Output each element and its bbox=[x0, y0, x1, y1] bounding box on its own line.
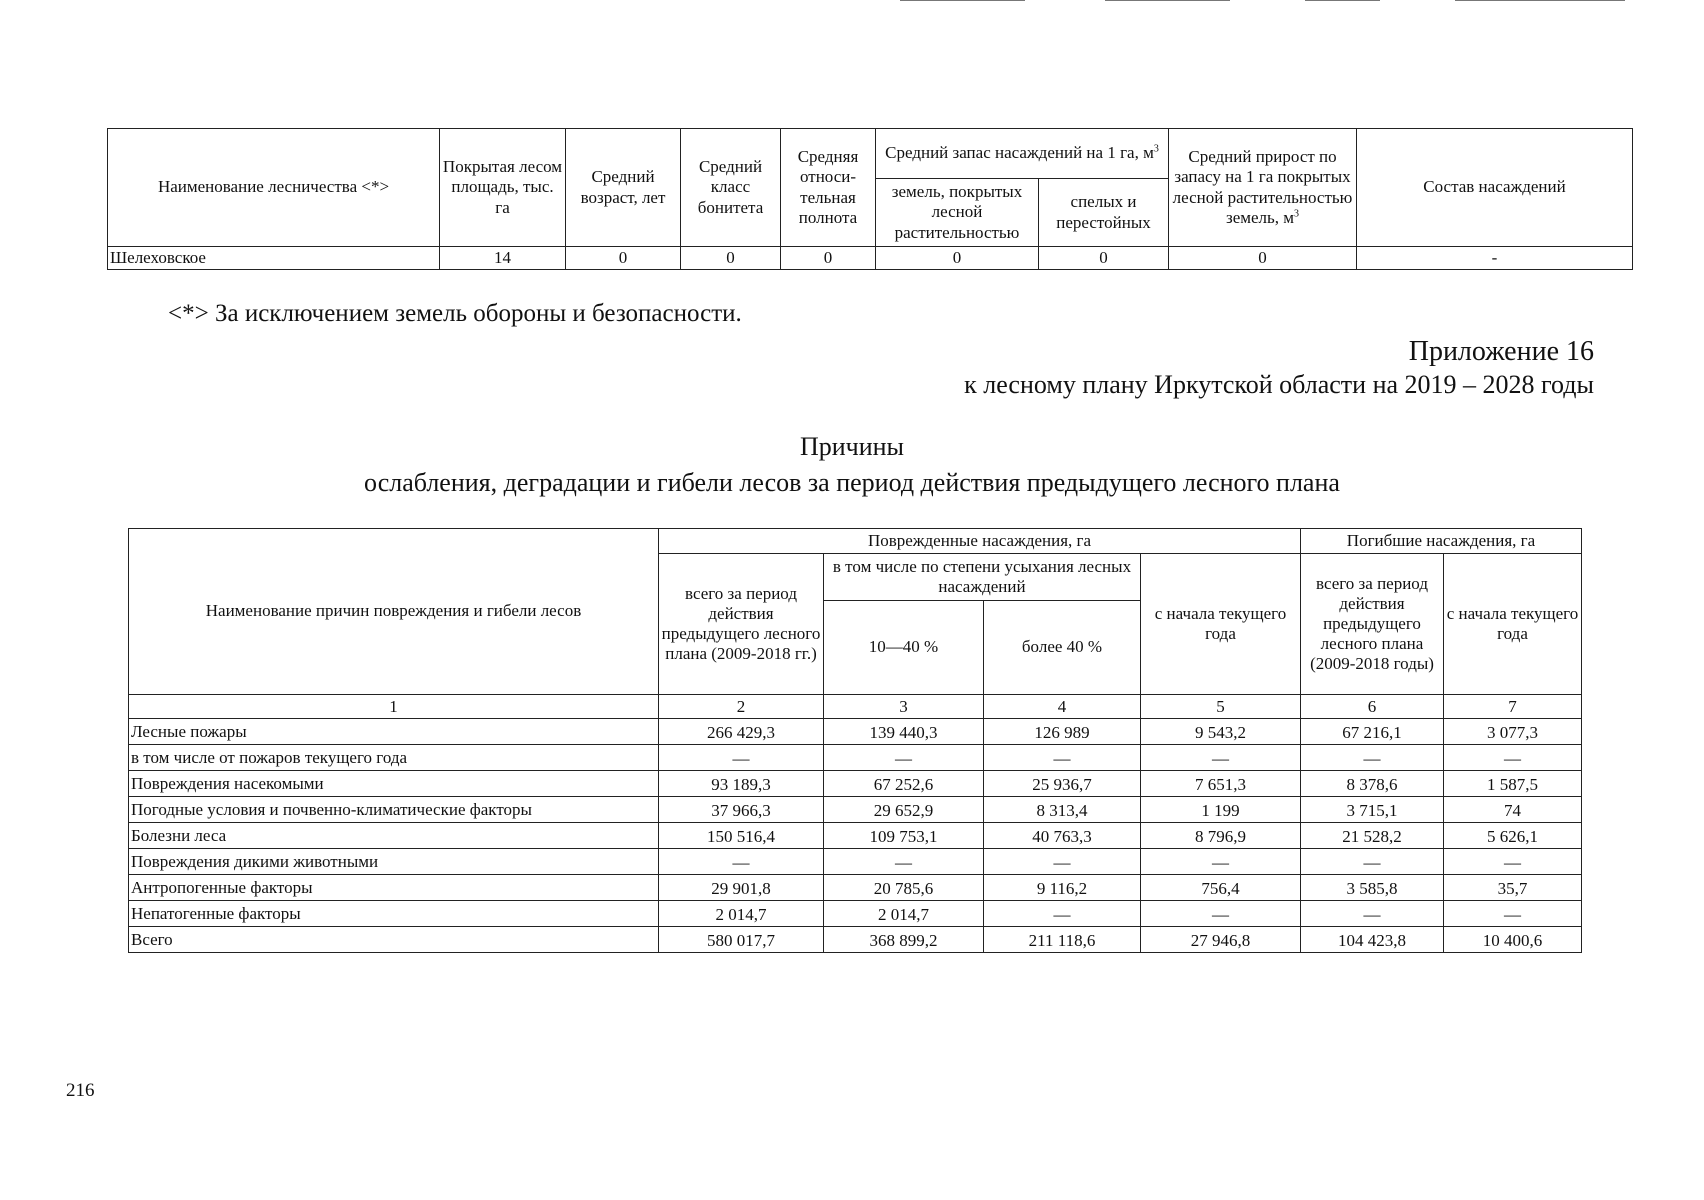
column-number: 2 bbox=[659, 695, 824, 719]
table-cell: 27 946,8 bbox=[1141, 927, 1301, 953]
section-title: Причины bbox=[799, 432, 905, 461]
row-label: Повреждения дикими животными bbox=[129, 849, 659, 875]
table-row bbox=[129, 745, 1582, 771]
table-cell: 40 763,3 bbox=[984, 823, 1141, 849]
row-label: Болезни леса bbox=[129, 823, 659, 849]
table-cell: — bbox=[984, 901, 1141, 927]
column-number: 7 bbox=[1444, 695, 1582, 719]
col-header-stock-covered: земель, покрытых лесной растительностью bbox=[876, 179, 1039, 247]
column-number: 4 bbox=[984, 695, 1141, 719]
table-cell: 150 516,4 bbox=[659, 823, 824, 849]
col-header-total-prev-plan: всего за период действия предыдущего лесного плана (2009-2018 гг.) bbox=[659, 554, 824, 695]
scan-artifact-line bbox=[1455, 0, 1625, 1]
col-header-average-age: Средний возраст, лет bbox=[566, 129, 681, 247]
row-label: Погодные условия и почвенно-климатические факторы bbox=[129, 797, 659, 823]
table-cell: 9 543,2 bbox=[1141, 719, 1301, 745]
table-cell: — bbox=[659, 849, 824, 875]
row-label: Лесные пожары bbox=[129, 719, 659, 745]
table-cell: 3 715,1 bbox=[1301, 797, 1444, 823]
table-cell: 8 378,6 bbox=[1301, 771, 1444, 797]
table-cell: 1 199 bbox=[1141, 797, 1301, 823]
column-number: 6 bbox=[1301, 695, 1444, 719]
table-cell: — bbox=[824, 849, 984, 875]
table-cell: 20 785,6 bbox=[824, 875, 984, 901]
row-label: Непатогенные факторы bbox=[129, 901, 659, 927]
col-header-composition: Состав насаждений bbox=[1357, 129, 1633, 247]
table-cell: — bbox=[1301, 901, 1444, 927]
table-cell: 139 440,3 bbox=[824, 719, 984, 745]
table-row bbox=[129, 901, 1582, 927]
col-header-dead-group: Погибшие насаждения, га bbox=[1301, 529, 1582, 554]
table-cell: 67 252,6 bbox=[824, 771, 984, 797]
table-cell: 756,4 bbox=[1141, 875, 1301, 901]
table-cell: 3 077,3 bbox=[1444, 719, 1582, 745]
table-row bbox=[129, 719, 1582, 745]
table-cell: — bbox=[1301, 849, 1444, 875]
table-cell: 21 528,2 bbox=[1301, 823, 1444, 849]
table-cell: 9 116,2 bbox=[984, 875, 1141, 901]
table-cell: — bbox=[1444, 745, 1582, 771]
col-header-growth: Средний прирост по запасу на 1 га покрытых лесной растительностью земель, $м^3$ bbox=[1169, 129, 1357, 247]
table-cell: 109 753,1 bbox=[824, 823, 984, 849]
table-cell: 67 216,1 bbox=[1301, 719, 1444, 745]
col-header-since-year: с начала текущего года bbox=[1141, 554, 1301, 695]
table-cell: 580 017,7 bbox=[659, 927, 824, 953]
table-cell: — bbox=[824, 745, 984, 771]
scan-artifact-line bbox=[1305, 0, 1380, 1]
table-cell: 14 bbox=[440, 247, 566, 270]
table-cell: 10 400,6 bbox=[1444, 927, 1582, 953]
footnote: <*> За исключением земель обороны и безопасности. bbox=[168, 300, 742, 327]
col-header-degree-10-40: 10—40 % bbox=[824, 601, 984, 695]
table-cell: Шелеховское bbox=[108, 247, 440, 270]
scan-artifact-line bbox=[1105, 0, 1230, 1]
col-header-stock-mature: спелых и перестойных bbox=[1039, 179, 1169, 247]
column-number: 3 bbox=[824, 695, 984, 719]
table-cell: 0 bbox=[566, 247, 681, 270]
forestry-table bbox=[107, 128, 1633, 270]
table-cell: — bbox=[1444, 901, 1582, 927]
table-cell: 0 bbox=[681, 247, 781, 270]
table-cell: 5 626,1 bbox=[1444, 823, 1582, 849]
column-number: 1 bbox=[129, 695, 659, 719]
table-cell: — bbox=[1141, 745, 1301, 771]
row-label: Антропогенные факторы bbox=[129, 875, 659, 901]
row-label: Всего bbox=[129, 927, 659, 953]
table-cell: 29 652,9 bbox=[824, 797, 984, 823]
table-cell: 8 796,9 bbox=[1141, 823, 1301, 849]
table-cell: 37 966,3 bbox=[659, 797, 824, 823]
table-cell: — bbox=[1141, 901, 1301, 927]
table-cell: 368 899,2 bbox=[824, 927, 984, 953]
col-header-dead-total-prev-plan: всего за период действия предыдущего лесного плана (2009-2018 годы) bbox=[1301, 554, 1444, 695]
appendix-title: Приложение 16 bbox=[1408, 336, 1594, 367]
table-cell: 8 313,4 bbox=[984, 797, 1141, 823]
table-cell: — bbox=[659, 745, 824, 771]
table-row bbox=[129, 771, 1582, 797]
table-cell: 126 989 bbox=[984, 719, 1141, 745]
table-cell: 93 189,3 bbox=[659, 771, 824, 797]
table-row bbox=[129, 849, 1582, 875]
appendix-subtitle: к лесному плану Иркутской области на 2019 – 2028 годы bbox=[964, 370, 1594, 399]
table-cell: 1 587,5 bbox=[1444, 771, 1582, 797]
table-cell: 0 bbox=[781, 247, 876, 270]
column-number: 5 bbox=[1141, 695, 1301, 719]
table-row bbox=[129, 875, 1582, 901]
table-cell: — bbox=[1301, 745, 1444, 771]
table-cell: 266 429,3 bbox=[659, 719, 824, 745]
column-number-row bbox=[129, 695, 1582, 719]
scan-artifact-line bbox=[900, 0, 1025, 1]
table-cell: 35,7 bbox=[1444, 875, 1582, 901]
table-cell: — bbox=[1444, 849, 1582, 875]
table-cell: 211 118,6 bbox=[984, 927, 1141, 953]
forest-damage-table bbox=[128, 528, 1582, 953]
col-header-forestry-name: Наименование лесничества <*> bbox=[108, 129, 440, 247]
table-cell: 0 bbox=[1169, 247, 1357, 270]
table-row bbox=[129, 927, 1582, 953]
table-cell: 2 014,7 bbox=[824, 901, 984, 927]
col-header-density: Средняя относи-тельная полнота bbox=[781, 129, 876, 247]
col-header-bonitet: Средний класс бонитета bbox=[681, 129, 781, 247]
table-cell: 29 901,8 bbox=[659, 875, 824, 901]
col-header-by-degree: в том числе по степени усыхания лесных насаждений bbox=[824, 554, 1141, 601]
table-cell: - bbox=[1357, 247, 1633, 270]
table-cell: 7 651,3 bbox=[1141, 771, 1301, 797]
table-cell: — bbox=[984, 849, 1141, 875]
table-cell: 0 bbox=[1039, 247, 1169, 270]
col-header-dead-since-year: с начала текущего года bbox=[1444, 554, 1582, 695]
table-cell: 104 423,8 bbox=[1301, 927, 1444, 953]
table-row bbox=[129, 797, 1582, 823]
damage-table-body bbox=[129, 719, 1582, 953]
table-cell: — bbox=[1141, 849, 1301, 875]
col-header-damaged-group: Поврежденные насаждения, га bbox=[659, 529, 1301, 554]
table-cell: 0 bbox=[876, 247, 1039, 270]
row-label: Повреждения насекомыми bbox=[129, 771, 659, 797]
col-header-cause-name: Наименование причин повреждения и гибели лесов bbox=[129, 529, 659, 695]
col-header-covered-area: Покрытая лесом площадь, тыс. га bbox=[440, 129, 566, 247]
table-cell: 74 bbox=[1444, 797, 1582, 823]
page-number: 216 bbox=[66, 1080, 95, 1101]
table-row bbox=[108, 247, 1633, 270]
table-cell: — bbox=[984, 745, 1141, 771]
section-subtitle: ослабления, деградации и гибели лесов за период действия предыдущего лесного плана bbox=[364, 468, 1340, 497]
table-cell: 3 585,8 bbox=[1301, 875, 1444, 901]
row-label: в том числе от пожаров текущего года bbox=[129, 745, 659, 771]
table-cell: 25 936,7 bbox=[984, 771, 1141, 797]
col-header-degree-over-40: более 40 % bbox=[984, 601, 1141, 695]
col-header-stock-group: Средний запас насаждений на 1 га, $м^3$ bbox=[876, 129, 1169, 179]
table-cell: 2 014,7 bbox=[659, 901, 824, 927]
table-row bbox=[129, 823, 1582, 849]
